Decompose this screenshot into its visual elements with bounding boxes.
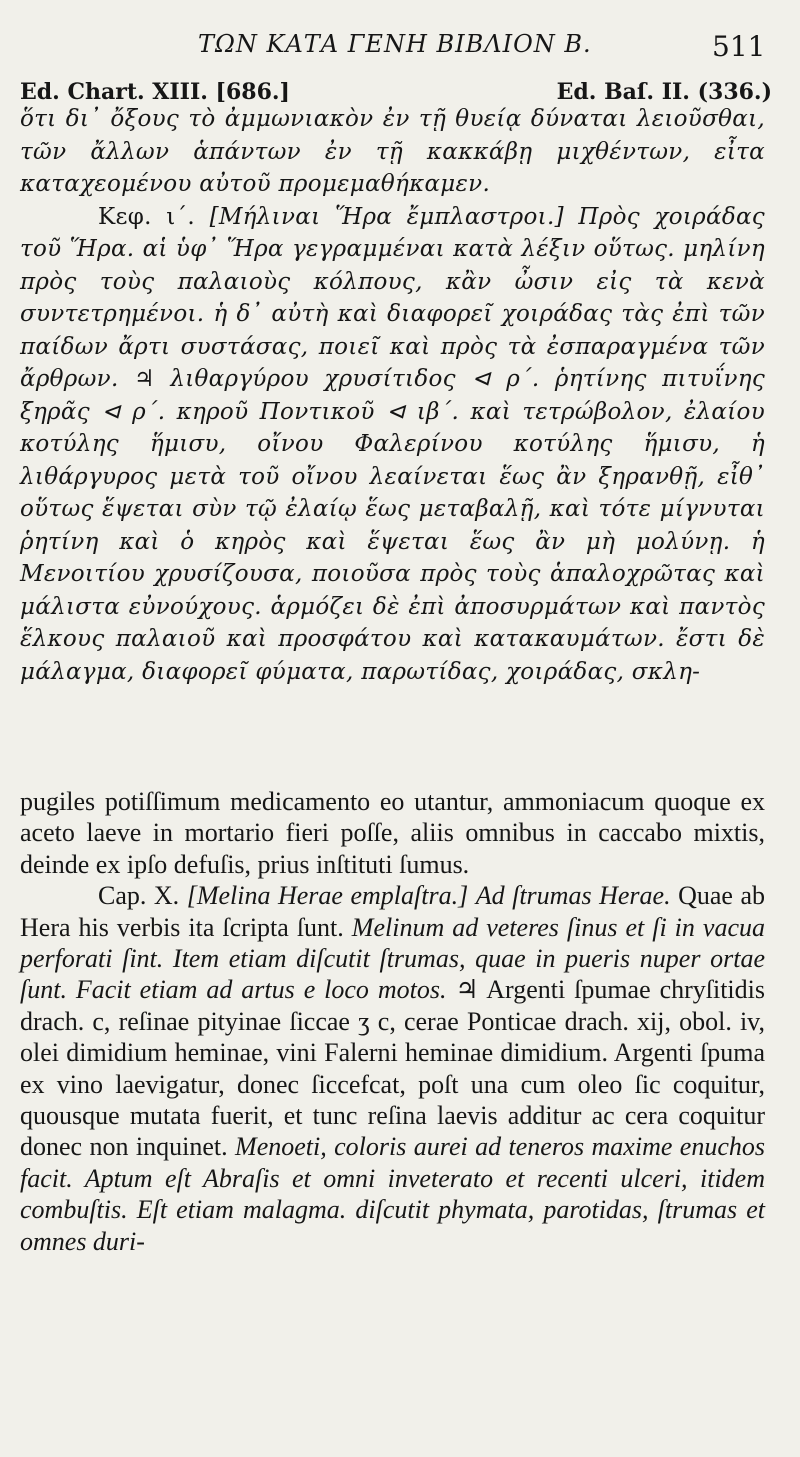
- latin-intro: Quae ab Hera his verbis ita ſcripta ſunt.: [20, 881, 766, 942]
- page-header: [0, 30, 800, 66]
- edition-ref-chart: Ed. Chart. XIII. [686.]: [20, 79, 290, 105]
- latin-quotation-2: Menoeti, coloris aurei ad teneros maxime enuchos facit. Aptum eſt Abraſis et omni inveterato et recenti ulceri, itidem combuſtis. Eſt etiam malagma. diſcutit phymata, parotidas, ſtrumas et omnes duri-: [20, 1132, 765, 1256]
- page-number: 511: [712, 30, 766, 63]
- edition-ref-basel: Ed. Baſ. II. (336.): [556, 79, 772, 105]
- greek-chapter-title: [Μήλιναι Ἥρα ἔμπλαστροι.]: [209, 203, 564, 230]
- latin-paragraph-1: pugiles potiſſimum medicamento eo utantur, ammoniacum quoque ex aceto laeve in mortario fieri poſſe, aliis omnibus in caccabo mixtis, deinde ex ipſo defuſis, prius inſtituti ſumus.: [20, 787, 765, 879]
- greek-paragraph-1: ὅτι δι᾽ ὄξους τὸ ἀμμωνιακὸν ἐν τῇ θυείᾳ δύναται λειοῦσθαι, τῶν ἄλλων ἁπάντων ἐν τῇ κακκάβῃ μιχθέντων, εἶτα καταχεομένου αὐτοῦ προμεμαθήκαμεν.: [20, 106, 765, 197]
- latin-quotation-1: Melinum ad veteres ſinus et ſi in vacua perforati ſint. Item etiam diſcutit ſtrumas, quae in pueris nuper ortae ſunt. Facit etiam ad artus e loco motos.: [20, 912, 765, 1005]
- latin-subtitle: Ad ſtrumas Herae.: [475, 881, 671, 911]
- greek-text-block: [20, 103, 765, 688]
- greek-chapter-heading: Κεφ. ι΄.: [98, 203, 195, 230]
- latin-text-block: [20, 786, 765, 1257]
- running-title: ΤΩΝ ΚΑΤΑ ΓΕΝΗ ΒΙΒΛΙΟΝ Β.: [198, 30, 592, 58]
- latin-chapter-title: [Melina Herae emplaſtra.]: [186, 881, 469, 911]
- greek-paragraph-2: [20, 201, 765, 689]
- latin-chapter-heading: Cap. X.: [98, 881, 180, 911]
- latin-recipe: ♃ Argenti ſpumae chryſitidis drach. c, reſinae pityinae ſiccae ʒ c, cerae Ponticae drach. xij, obol. iv, olei dimidium heminae, vini Falerni heminae dimidium. Argenti ſpuma ex vino laevigatur, donec ſiccefcat, poſt una cum oleo ſic coquitur, quousque mutata fuerit, et tunc reſina laevis additur ac cera coquitur donec non inquinet.: [20, 975, 766, 1162]
- edition-references: [20, 79, 772, 105]
- greek-chapter-body: Πρὸς χοιράδας τοῦ Ἥρα. αἱ ὑφ᾽ Ἥρα γεγραμμέναι κατὰ λέξιν οὕτως. μηλίνη πρὸς τοὺς παλαιοὺς κόλπους, κἂν ὦσιν εἰς τὰ κενὰ συντετρημένοι. ἡ δ᾽ αὐτὴ καὶ διαφορεῖ χοιράδας τὰς ἐπὶ τῶν παίδων ἄρτι συστάσας, ποιεῖ καὶ πρὸς τὰ ἐσπαραγμένα τῶν ἄρθρων. ♃ λιθαργύρου χρυσίτιδος ⊲ ρ΄. ῥητίνης πιτυΐνης ξηρᾶς ⊲ ρ΄. κηροῦ Ποντικοῦ ⊲ ιβ΄. καὶ τετρώβολον, ἐλαίου κοτύλης ἥμισυ, οἴνου Φαλερίνου κοτύλης ἥμισυ, ἡ λιθάργυρος μετὰ τοῦ οἴνου λεαίνεται ἕως ἂν ξηρανθῇ, εἶθ᾽ οὕτως ἕψεται σὺν τῷ ἐλαίῳ ἕως μεταβαλῇ, καὶ τότε μίγνυται ῥητίνη καὶ ὁ κηρὸς καὶ ἕψεται ἕως ἂν μὴ μολύνῃ. ἡ Μενοιτίου χρυσίζουσα, ποιοῦσα πρὸς τοὺς ἁπαλοχρῶτας καὶ μάλιστα εὐνούχους. ἁρμόζει δὲ ἐπὶ ἀποσυρμάτων καὶ παντὸς ἕλκους παλαιοῦ καὶ προσφάτου καὶ κατακαυμάτων. ἔστι δὲ μάλαγμα, διαφορεῖ φύματα, παρωτίδας, χοιράδας, σκλη-: [20, 203, 765, 685]
- latin-paragraph-2: [20, 880, 765, 1257]
